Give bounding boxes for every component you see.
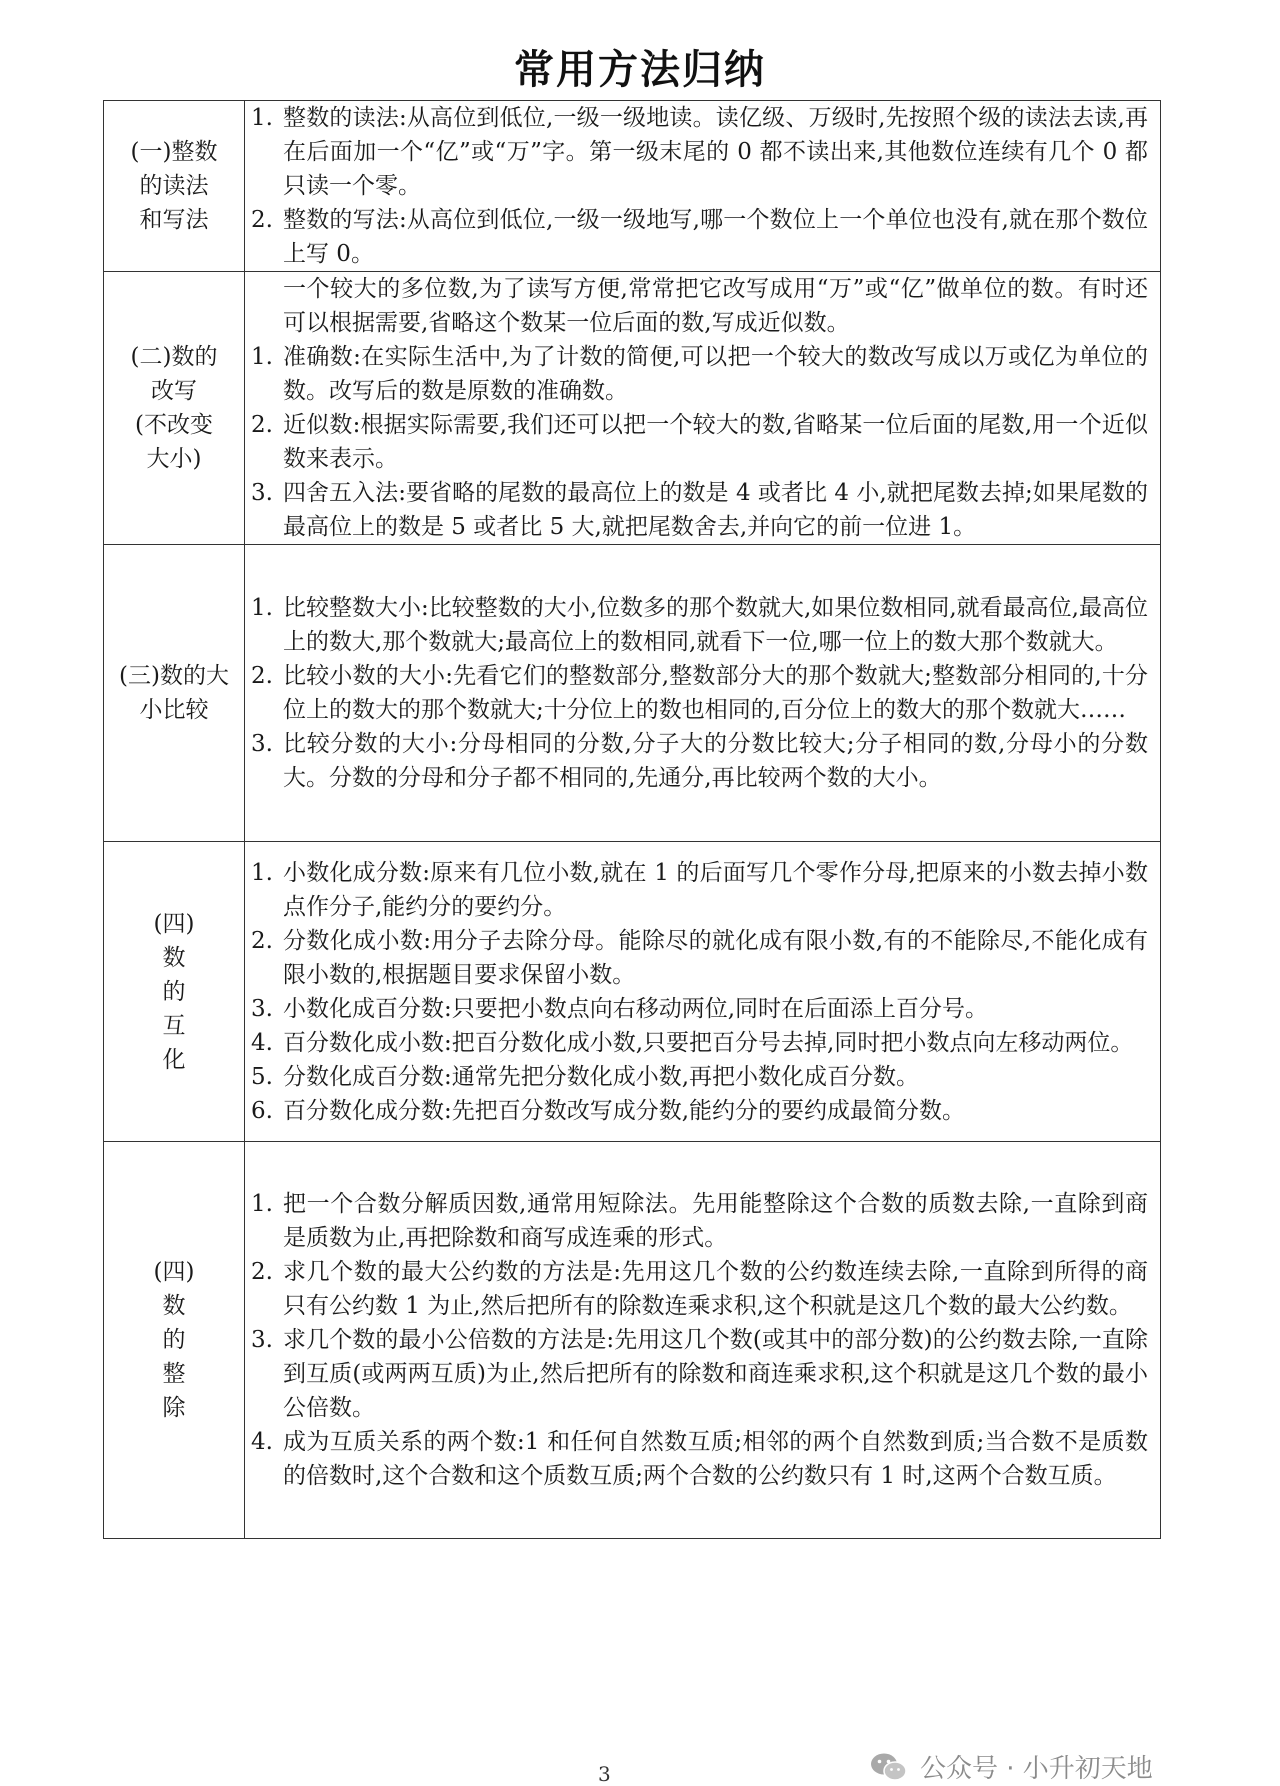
list-item xyxy=(251,591,1148,659)
list-item xyxy=(251,1425,1148,1493)
list-item xyxy=(251,659,1148,727)
section-content xyxy=(245,545,1161,842)
item-number: 2. xyxy=(251,412,273,438)
section-label-line: 的读法 xyxy=(139,173,209,199)
section-label-line: (三)数的大 xyxy=(119,663,229,689)
item-text: 比较分数的大小:分母相同的分数,分子大的分数比较大;分子相同的数,分母小的分数大。分数的分母和分子都不相同的,先通分,再比较两个数的大小。 xyxy=(283,731,1148,791)
item-text: 分数化成小数:用分子去除分母。能除尽的就化成有限小数,有的不能除尽,不能化成有限小数的,根据题目要求保留小数。 xyxy=(283,927,1148,988)
section-intro: 一个较大的多位数,为了读写方便,常常把它改写成用“万”或“亿”做单位的数。有时还可以根据需要,省略这个数某一位后面的数,写成近似数。 xyxy=(283,276,1148,336)
item-text: 百分数化成分数:先把百分数改写成分数,能约分的要约成最简分数。 xyxy=(283,1097,966,1124)
item-number: 1. xyxy=(251,595,273,621)
item-text: 整数的写法:从高位到低位,一级一级地写,哪一个数位上一个单位也没有,就在那个数位上写 0。 xyxy=(283,207,1148,267)
section-content xyxy=(245,272,1161,545)
list-item xyxy=(251,1060,1148,1094)
section-row xyxy=(104,101,1161,272)
item-number: 1. xyxy=(251,1191,273,1217)
section-label-line: 数 xyxy=(162,1293,186,1319)
item-number: 2. xyxy=(251,663,273,689)
section-label-line: (不改变 xyxy=(135,412,213,438)
item-number: 2. xyxy=(251,1259,273,1285)
item-text: 求几个数的最小公倍数的方法是:先用这几个数(或其中的部分数)的公约数去除,一直除到互质(或两两互质)为止,然后把所有的除数和商连乘求积,这个积就是这几个数的最小公倍数。 xyxy=(283,1327,1148,1421)
section-label-line: 互 xyxy=(162,1012,186,1039)
item-text: 比较整数大小:比较整数的大小,位数多的那个数就大,如果位数相同,就看最高位,最高位上的数大,那个数就大;最高位上的数相同,就看下一位,哪一位上的数大那个数就大。 xyxy=(283,595,1148,655)
item-text: 准确数:在实际生活中,为了计数的简便,可以把一个较大的数改写成以万或亿为单位的数。改写后的数是原数的准确数。 xyxy=(283,344,1148,404)
section-label xyxy=(104,1142,245,1539)
summary-table xyxy=(103,100,1161,1539)
item-number: 3. xyxy=(251,995,273,1022)
item-text: 成为互质关系的两个数:1 和任何自然数互质;相邻的两个自然数到质;当合数不是质数的倍数时,这个合数和这个质数互质;两个合数的公约数只有 1 时,这两个合数互质。 xyxy=(283,1429,1148,1489)
item-text: 近似数:根据实际需要,我们还可以把一个较大的数,省略某一位后面的尾数,用一个近似数来表示。 xyxy=(283,412,1148,472)
list-item xyxy=(251,1187,1148,1255)
section-label xyxy=(104,272,245,545)
section-label-line: 数 xyxy=(162,944,186,971)
section-row xyxy=(104,545,1161,842)
wechat-icon xyxy=(870,1752,908,1782)
section-label-line: (二)数的 xyxy=(130,344,218,370)
section-row xyxy=(104,272,1161,545)
item-number: 6. xyxy=(251,1097,273,1124)
section-row xyxy=(104,842,1161,1142)
list-item xyxy=(251,476,1148,544)
section-content xyxy=(245,101,1161,272)
item-number: 1. xyxy=(251,344,273,370)
section-label-line: (四) xyxy=(153,910,195,937)
section-label-line: 的 xyxy=(162,978,186,1005)
section-label-line: 除 xyxy=(162,1395,186,1421)
section-label-line: (四) xyxy=(153,1259,195,1285)
item-text: 小数化成百分数:只要把小数点向右移动两位,同时在后面添上百分号。 xyxy=(283,995,989,1022)
item-text: 把一个合数分解质因数,通常用短除法。先用能整除这个合数的质数去除,一直除到商是质数为止,再把除数和商写成连乘的形式。 xyxy=(283,1191,1148,1251)
watermark-text: 公众号 · 小升初天地 xyxy=(920,1754,1153,1784)
list-item xyxy=(251,856,1148,924)
section-row xyxy=(104,1142,1161,1539)
section-label-line: 化 xyxy=(162,1046,186,1073)
list-item xyxy=(251,992,1148,1026)
list-item xyxy=(251,408,1148,476)
list-item xyxy=(251,1323,1148,1425)
list-item xyxy=(251,340,1148,408)
section-content xyxy=(245,842,1161,1142)
list-item xyxy=(251,1094,1148,1128)
watermark xyxy=(870,1748,1153,1785)
list-item xyxy=(251,1255,1148,1323)
section-label-line: 和写法 xyxy=(139,207,209,233)
section-label xyxy=(104,842,245,1142)
list-item xyxy=(251,727,1148,795)
item-number: 3. xyxy=(251,480,273,506)
item-number: 1. xyxy=(251,859,273,886)
section-label-line: 大小) xyxy=(146,446,202,472)
item-number: 4. xyxy=(251,1429,273,1455)
item-text: 分数化成百分数:通常先把分数化成小数,再把小数化成百分数。 xyxy=(283,1063,920,1090)
section-content xyxy=(245,1142,1161,1539)
item-text: 整数的读法:从高位到低位,一级一级地读。读亿级、万级时,先按照个级的读法去读,再在后面加一个“亿”或“万”字。第一级末尾的 0 都不读出来,其他数位连续有几个 0 都只读一个零。 xyxy=(283,105,1148,199)
list-item xyxy=(251,101,1148,203)
item-text: 百分数化成小数:把百分数化成小数,只要把百分号去掉,同时把小数点向左移动两位。 xyxy=(283,1029,1134,1056)
item-number: 2. xyxy=(251,927,273,954)
item-number: 1. xyxy=(251,105,273,131)
page-title: 常用方法归纳 xyxy=(514,47,766,93)
section-label-line: (一)整数 xyxy=(130,139,218,165)
section-label xyxy=(104,545,245,842)
item-text: 求几个数的最大公约数的方法是:先用这几个数的公约数连续去除,一直除到所得的商只有公约数 1 为止,然后把所有的除数连乘求积,这个积就是这几个数的最大公约数。 xyxy=(283,1259,1148,1319)
item-number: 3. xyxy=(251,1327,273,1353)
section-label-line: 改写 xyxy=(151,378,197,404)
item-text: 四舍五入法:要省略的尾数的最高位上的数是 4 或者比 4 小,就把尾数去掉;如果尾数的最高位上的数是 5 或者比 5 大,就把尾数舍去,并向它的前一位进 1。 xyxy=(283,480,1148,540)
section-label-line: 整 xyxy=(162,1361,186,1387)
list-item xyxy=(251,924,1148,992)
list-item xyxy=(251,203,1148,271)
item-number: 2. xyxy=(251,207,273,233)
section-label-line: 小比较 xyxy=(139,697,209,723)
item-number: 4. xyxy=(251,1029,273,1056)
item-text: 小数化成分数:原来有几位小数,就在 1 的后面写几个零作分母,把原来的小数去掉小数点作分子,能约分的要约分。 xyxy=(283,859,1148,920)
section-label-line: 的 xyxy=(162,1327,186,1353)
list-item xyxy=(251,1026,1148,1060)
section-label xyxy=(104,101,245,272)
page-number: 3 xyxy=(598,1762,611,1786)
item-number: 5. xyxy=(251,1063,273,1090)
item-text: 比较小数的大小:先看它们的整数部分,整数部分大的那个数就大;整数部分相同的,十分位上的数大的那个数就大;十分位上的数也相同的,百分位上的数大的那个数就大…… xyxy=(283,663,1148,723)
item-number: 3. xyxy=(251,731,273,757)
